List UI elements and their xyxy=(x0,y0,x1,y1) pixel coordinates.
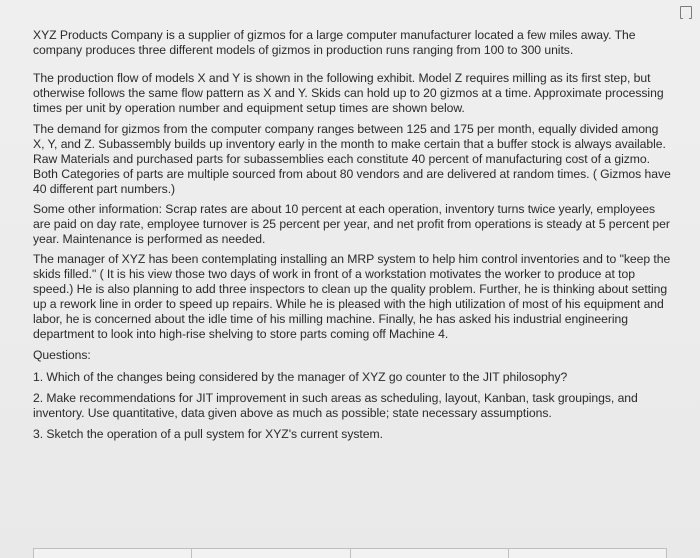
paragraph-manager-plans: The manager of XYZ has been contemplating installing an MRP system to help him control inventories and to "keep the skids filled." ( It is his view those two days of work in front of a workstation motivates the worker to produce at top speed.) He is also planning to add three inspectors to clean up the quality problem. Further, he is thinking about setting up a rework line in order to speed up repairs. While he is pleased with the high utilization of most of his equipment and labor, he is concerned about the idle time of his milling machine. Finally, he has asked his industrial engineering department to look into high-rise shelving to store parts coming off Machine 4. xyxy=(33,252,671,341)
table-top-edge xyxy=(33,548,667,558)
table-cell xyxy=(350,549,508,558)
paragraph-demand: The demand for gizmos from the computer company ranges between 125 and 175 per month, equally divided among X, Y, and Z. Subassembly builds up inventory early in the month to make certain that a buffer stock is always available. Raw Materials and purchased parts for subassemblies each constitute 40 percent of manufacturing cost of a gizmo. Both Categories of parts are multiple sourced from about 80 vendors and are delivered at random times. ( Gizmos have 40 different part numbers.) xyxy=(33,122,671,196)
paragraph-production-flow: The production flow of models X and Y is shown in the following exhibit. Model Z requires milling as its first step, but otherwise follows the same flow pattern as X and Y. Skids can hold up to 20 gizmos at a time. Approximate processing times per unit by operation number and equipment setup times are shown below. xyxy=(33,71,664,115)
question-2: 2. Make recommendations for JIT improvement in such areas as scheduling, layout, Kanban, task groupings, and inventory. Use quantitative, data given above as much as possible; state necessary assumptions. xyxy=(33,391,638,420)
paragraph-intro: XYZ Products Company is a supplier of gizmos for a large computer manufacturer located a few miles away. The company produces three different models of gizmos in production runs ranging from 100 to 300 units. xyxy=(33,28,636,57)
questions-heading: Questions: xyxy=(33,348,91,362)
paragraph-other-information: Some other information: Scrap rates are about 10 percent at each operation, inventory turns twice yearly, employees are paid on day rate, employee turnover is 25 percent per year, and net profit from operations is steady at 5 percent per year. Maintenance is performed as needed. xyxy=(33,202,670,246)
document-body xyxy=(33,28,671,442)
table-cell xyxy=(191,549,349,558)
table-cell xyxy=(508,549,667,558)
bookmark-icon[interactable] xyxy=(680,6,692,19)
table-cell xyxy=(33,549,191,558)
question-1: 1. Which of the changes being considered by the manager of XYZ go counter to the JIT philosophy? xyxy=(33,370,568,384)
question-3: 3. Sketch the operation of a pull system for XYZ's current system. xyxy=(33,427,383,441)
